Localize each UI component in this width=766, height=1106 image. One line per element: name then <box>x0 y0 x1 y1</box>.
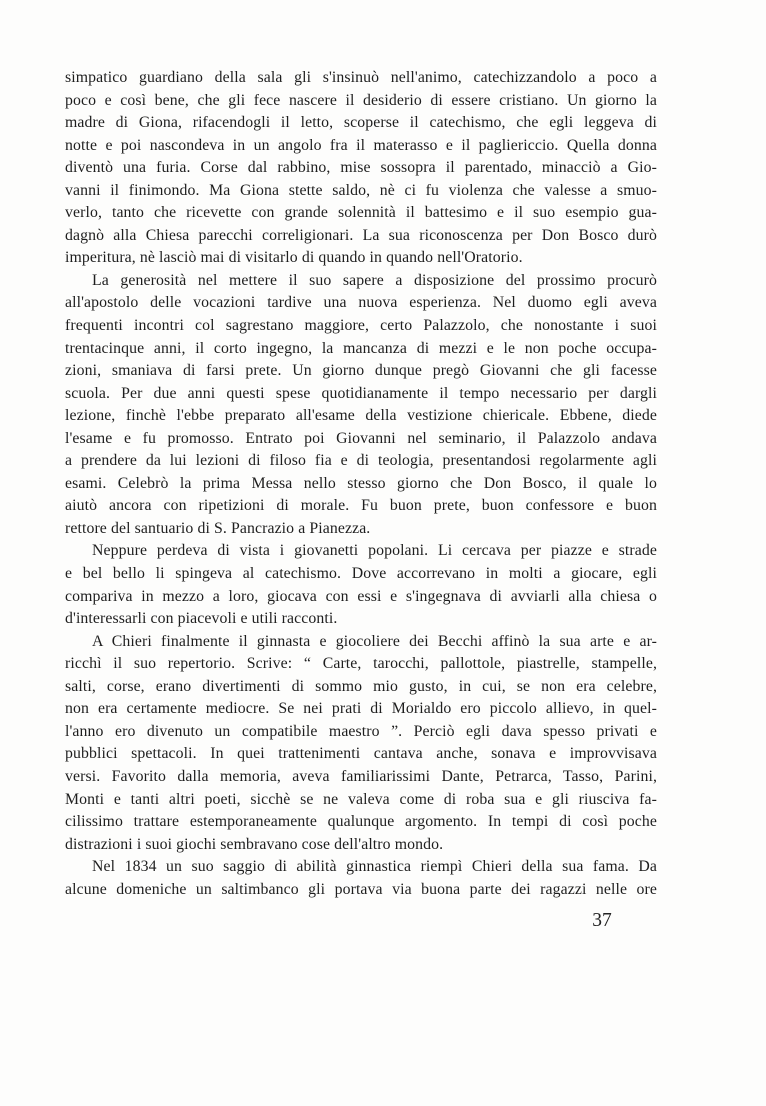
text-line: non era certamente mediocre. Se nei prati di Morialdo ero piccolo allievo, in quel- <box>65 700 657 718</box>
text-line: verlo, tanto che ricevette con grande solennità il battesimo e il suo esempio gua- <box>65 204 657 222</box>
text-line: salti, corse, erano divertimenti di sommo mio gusto, in cui, se non era celebre, <box>65 677 657 695</box>
text-line: e bel bello li spingeva al catechismo. Dove accorrevano in molti a giocare, egli <box>65 565 657 583</box>
paragraph <box>65 631 657 856</box>
text-line: Nel 1834 un suo saggio di abilità ginnastica riempì Chieri della sua fama. Da <box>92 858 657 876</box>
text-line: simpatico guardiano della sala gli s'insinuò nell'animo, catechizzandolo a poco a <box>65 69 657 86</box>
paragraph <box>65 856 657 901</box>
text-line: d'interessarli con piacevoli e utili racconti. <box>65 610 338 628</box>
text-line: Monti e tanti altri poeti, sicchè se ne valeva come di roba sua e gli riusciva fa- <box>65 790 657 808</box>
page-number: 37 <box>592 910 612 931</box>
text-line: trentacinque anni, il corto ingegno, la mancanza di mezzi e le non poche occupa- <box>65 339 657 357</box>
paragraph <box>65 67 657 270</box>
text-line: versi. Favorito dalla memoria, aveva familiarissimi Dante, Petrarca, Tasso, Parini, <box>65 767 657 785</box>
body-text <box>65 67 657 901</box>
text-line: madre di Giona, rifacendogli il letto, scoperse il catechismo, che egli leggeva di <box>65 114 657 132</box>
text-line: l'anno ero divenuto un compatibile maestro ”. Perciò egli dava spesso privati e <box>65 722 657 740</box>
text-line: alcune domeniche un saltimbanco gli portava via buona parte dei ragazzi nelle ore <box>65 880 657 898</box>
text-line: frequenti incontri col sagrestano maggiore, certo Palazzolo, che nonostante i suoi <box>65 317 657 335</box>
text-line: ricchì il suo repertorio. Scrive: “ Carte, tarocchi, pallottole, piastrelle, stampelle, <box>65 655 657 673</box>
text-line: distrazioni i suoi giochi sembravano cose dell'altro mondo. <box>65 835 444 853</box>
paragraph <box>65 270 657 541</box>
text-line: zioni, smaniava di farsi prete. Un giorno dunque pregò Giovanni che gli facesse <box>65 362 657 380</box>
text-line: A Chieri finalmente il ginnasta e giocoliere dei Becchi affinò la sua arte e ar- <box>92 632 657 650</box>
text-line: aiutò ancora con ripetizioni di morale. Fu buon prete, buon confessore e buon <box>65 497 657 515</box>
paragraph <box>65 540 657 630</box>
text-line: esami. Celebrò la prima Messa nello stesso giorno che Don Bosco, il quale lo <box>65 474 657 492</box>
text-line: l'esame e fu promosso. Entrato poi Giovanni nel seminario, il Palazzolo andava <box>65 429 657 447</box>
text-line: notte e poi nascondeva in un angolo fra il materasso e il pagliericcio. Quella donna <box>65 136 657 154</box>
text-line: dagnò alla Chiesa parecchi correligionari. La sua riconoscenza per Don Bosco durò <box>65 226 657 244</box>
text-line: a prendere da lui lezioni di filoso fia e di teologia, presentandosi regolarmente agli <box>65 452 657 470</box>
text-line: La generosità nel mettere il suo sapere a disposizione del prossimo procurò <box>92 271 657 289</box>
text-line: pubblici spettacoli. In quei trattenimenti cantava anche, sonava e improvvisava <box>65 745 657 763</box>
text-line: compariva in mezzo a loro, giocava con essi e s'ingegnava di avviarli alla chiesa o <box>65 587 657 605</box>
text-line: rettore del santuario di S. Pancrazio a Pianezza. <box>65 519 371 537</box>
text-line: all'apostolo delle vocazioni tardive una nuova esperienza. Nel duomo egli aveva <box>65 294 657 312</box>
text-line: poco e così bene, che gli fece nascere il desiderio di essere cristiano. Un giorno la <box>65 91 657 109</box>
text-line: imperitura, nè lasciò mai di visitarlo di quando in quando nell'Oratorio. <box>65 249 523 267</box>
text-line: diventò una furia. Corse dal rabbino, mise sossopra il parentado, minacciò a Gio- <box>65 159 657 177</box>
text-line: cilissimo trattare estemporaneamente qualunque argomento. In tempi di così poche <box>65 813 657 831</box>
text-line: scuola. Per due anni questi spese quotidianamente il tempo necessario per dargli <box>65 384 657 402</box>
text-line: vanni il finimondo. Ma Giona stette saldo, nè ci fu violenza che valesse a smuo- <box>65 181 657 199</box>
text-line: lezione, finchè l'ebbe preparato all'esame della vestizione chiericale. Ebbene, diede <box>65 407 657 425</box>
text-line: Neppure perdeva di vista i giovanetti popolani. Li cercava per piazze e strade <box>92 542 657 560</box>
